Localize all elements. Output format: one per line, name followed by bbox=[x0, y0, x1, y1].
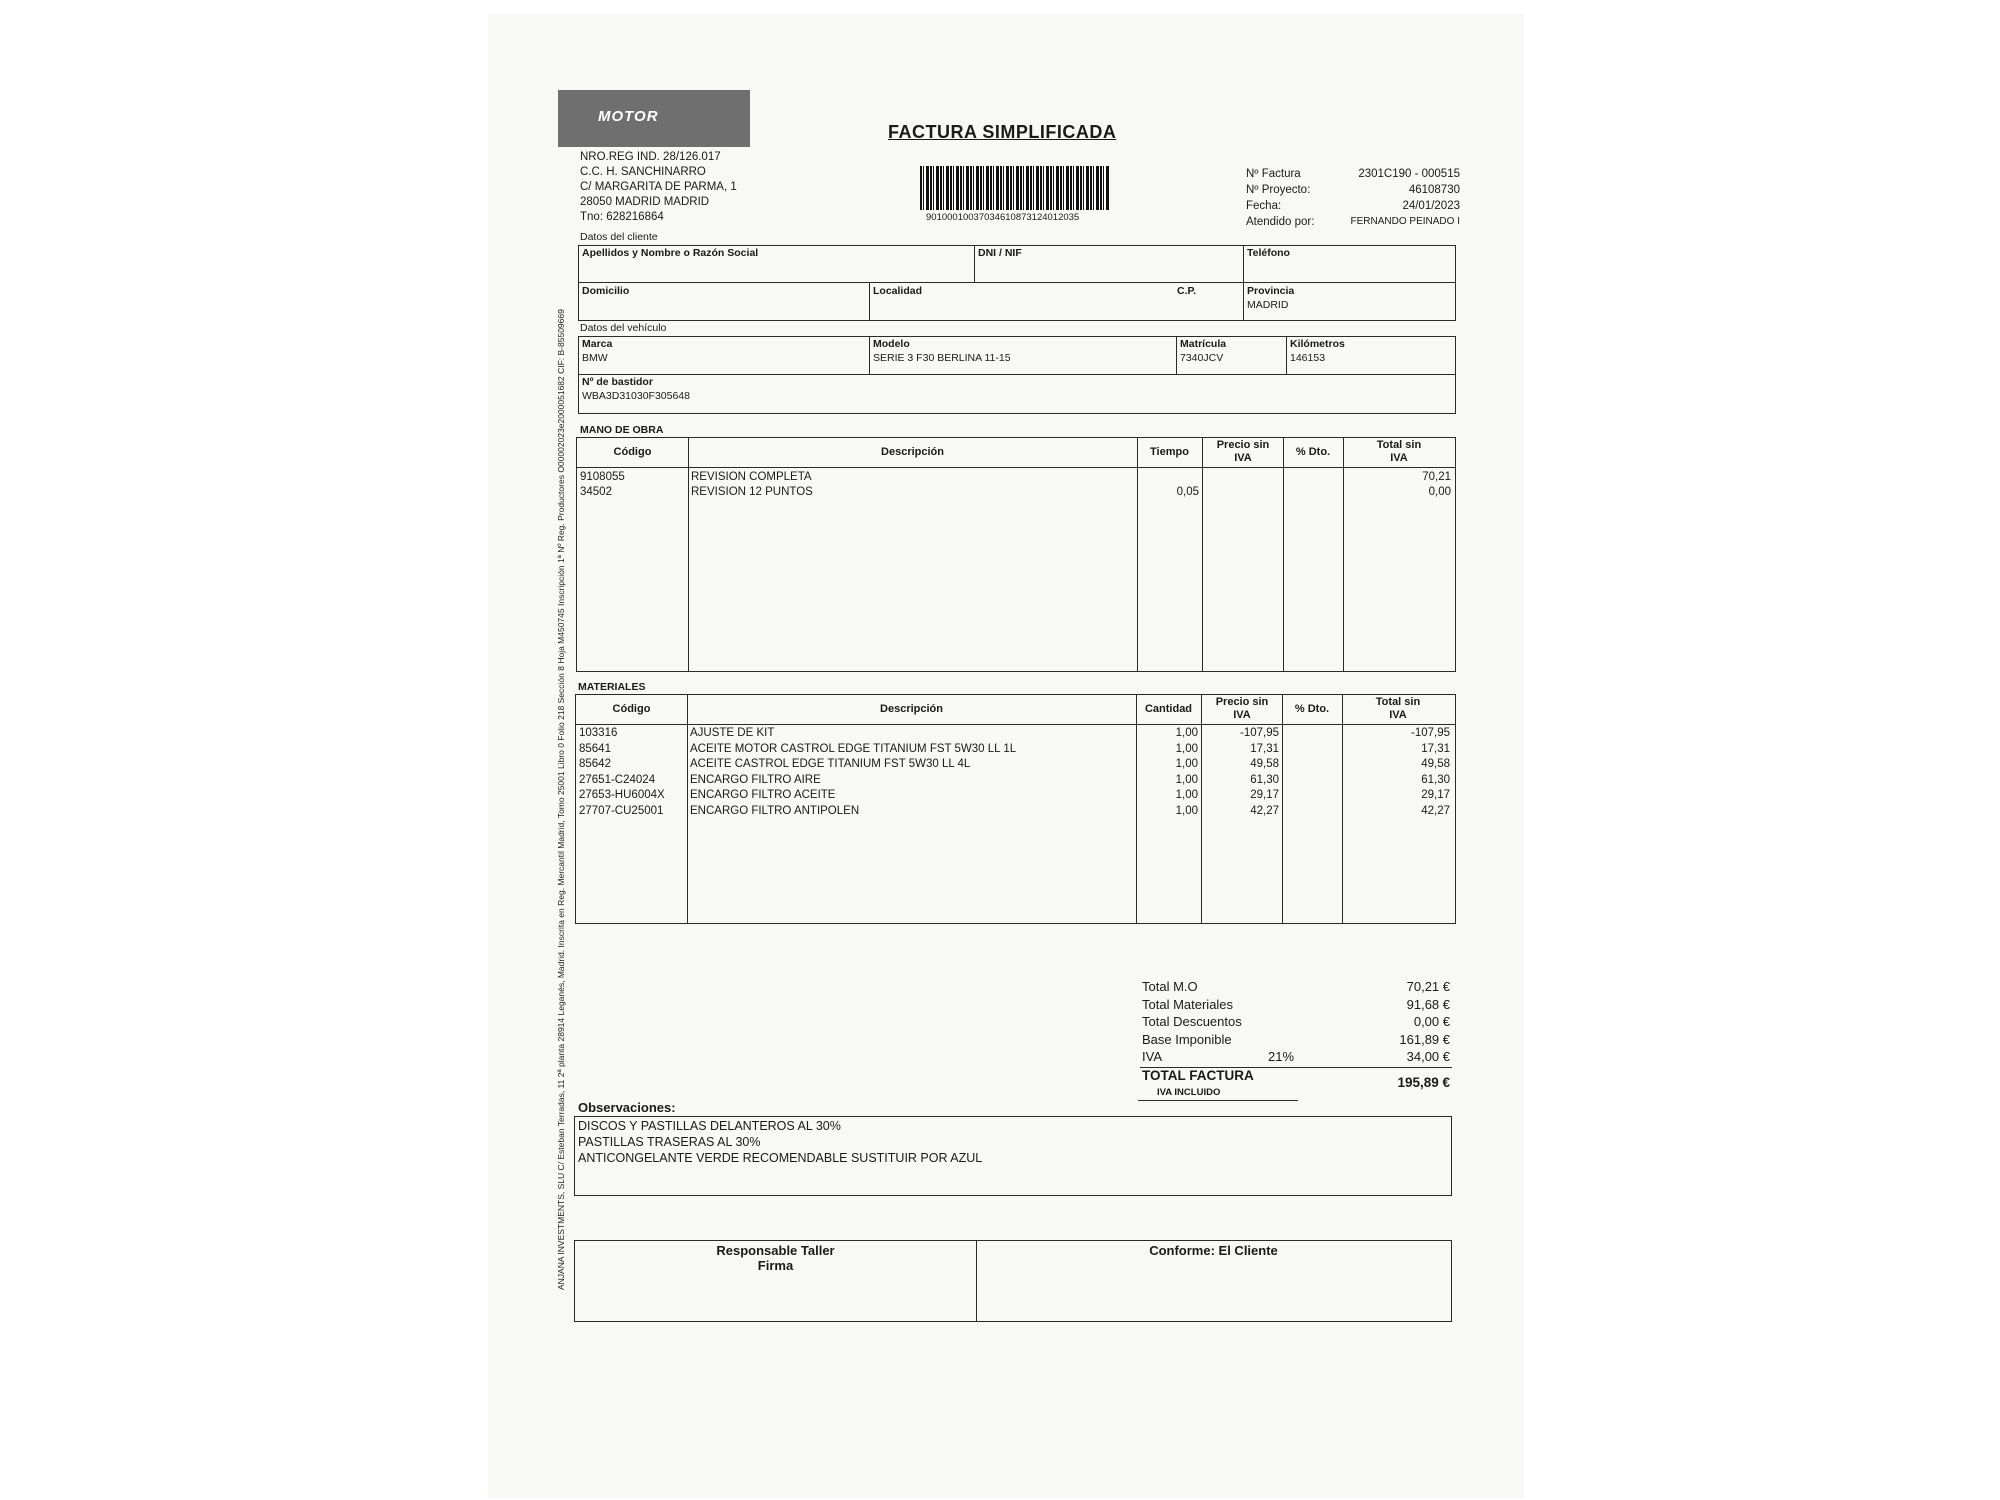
client-address-label: Domicilio bbox=[582, 285, 630, 297]
client-box bbox=[578, 245, 1456, 321]
material-row-code: 27653-HU6004X bbox=[579, 789, 665, 801]
vehicle-vin-value: WBA3D31030F305648 bbox=[582, 390, 690, 402]
material-row-qty: 1,00 bbox=[1175, 773, 1198, 786]
material-row-total: -107,95 bbox=[1410, 727, 1450, 739]
material-row-total: 49,58 bbox=[1421, 758, 1450, 770]
material-row-code: 27651-C24024 bbox=[579, 773, 656, 786]
iva-rate: 21% bbox=[1268, 1049, 1295, 1064]
client-section-label: Datos del cliente bbox=[580, 231, 658, 243]
labor-row-code: 9108055 bbox=[580, 471, 625, 483]
vehicle-brand-value: BMW bbox=[582, 352, 608, 364]
labor-row-total: 70,21 bbox=[1422, 471, 1451, 483]
company-legal-vertical-text: ANJANA INVESTMENTS, SLU C/ Esteban Terradas, 11 2ª planta 28914 Leganés, Madrid. Inscrita en Reg. Mercantil Madrid, Tomo 25001 Libro 0 Folio 218 Sección 8 Hoja M450745 Inscripción 1ª Nº Reg. Productores O00002023e2000051682 CIF: B-85509669 bbox=[556, 309, 566, 1290]
vehicle-vin-label: Nº de bastidor bbox=[582, 376, 653, 388]
labor-row-total: 0,00 bbox=[1428, 486, 1451, 498]
observations-label: Observaciones: bbox=[578, 1100, 676, 1115]
fecha-label: Fecha: bbox=[1246, 200, 1282, 212]
company-city: 28050 MADRID MADRID bbox=[580, 196, 710, 208]
company-reg: NRO.REG IND. 28/126.017 bbox=[580, 151, 721, 163]
client-city-label: Localidad bbox=[873, 285, 923, 297]
logo-text: MOTOR bbox=[598, 108, 659, 125]
vehicle-km-label: Kilómetros bbox=[1290, 338, 1345, 350]
material-row-price: 17,31 bbox=[1250, 742, 1279, 755]
material-row-qty: 1,00 bbox=[1175, 789, 1198, 801]
base-imponible-label: Base Imponible bbox=[1142, 1031, 1232, 1047]
client-signature: Conforme: El Cliente bbox=[1149, 1243, 1278, 1258]
materials-table bbox=[575, 694, 1456, 924]
client-cp-label: C.P. bbox=[1177, 285, 1197, 297]
company-info bbox=[580, 150, 737, 225]
material-row-price: 49,58 bbox=[1250, 758, 1279, 770]
materials-header-dto: % Dto. bbox=[1294, 703, 1330, 715]
material-row-qty: 1,00 bbox=[1175, 742, 1198, 755]
materials-header-code: Código bbox=[612, 703, 651, 715]
fecha-value: 24/01/2023 bbox=[1402, 200, 1460, 212]
material-row-price: 42,27 bbox=[1250, 804, 1279, 817]
total-underline bbox=[1138, 1100, 1298, 1101]
material-row-price: 61,30 bbox=[1250, 773, 1279, 786]
totals-values bbox=[1320, 978, 1450, 1066]
material-row-qty: 1,00 bbox=[1175, 758, 1198, 770]
base-imponible-value: 161,89 € bbox=[1399, 1031, 1450, 1047]
atendido-label: Atendido por: bbox=[1246, 216, 1315, 228]
total-mo-value: 70,21 € bbox=[1406, 979, 1450, 994]
observations-box bbox=[574, 1116, 1452, 1196]
materials-header-price: Precio sin IVA bbox=[1215, 696, 1269, 721]
labor-header-total: Total sin IVA bbox=[1376, 439, 1422, 464]
material-row-desc: ENCARGO FILTRO ACEITE bbox=[690, 789, 836, 801]
invoice-title: FACTURA SIMPLIFICADA bbox=[888, 122, 1117, 142]
material-row-total: 17,31 bbox=[1421, 742, 1450, 755]
client-dni-label: DNI / NIF bbox=[978, 247, 1022, 259]
vehicle-km-value: 146153 bbox=[1290, 352, 1326, 364]
material-row-price: -107,95 bbox=[1239, 727, 1279, 739]
labor-table bbox=[576, 437, 1456, 672]
total-discounts-label: Total Descuentos bbox=[1142, 1014, 1242, 1029]
labor-header-time: Tiempo bbox=[1150, 446, 1189, 458]
vehicle-model-value: SERIE 3 F30 BERLINA 11-15 bbox=[873, 352, 1011, 364]
labor-header-code: Código bbox=[613, 446, 652, 458]
material-row-qty: 1,00 bbox=[1175, 804, 1198, 817]
atendido-value: FERNANDO PEINADO I bbox=[1350, 216, 1460, 227]
proyecto-label: Nº Proyecto: bbox=[1246, 184, 1311, 196]
vehicle-plate-label: Matrícula bbox=[1180, 338, 1227, 350]
signature-box bbox=[574, 1240, 1452, 1322]
company-phone: Tno: 628216864 bbox=[580, 211, 664, 223]
barcode-number: 90100010037034610873124012035 bbox=[926, 212, 1080, 223]
workshop-signature-firma: Firma bbox=[757, 1258, 794, 1273]
total-factura-label: TOTAL FACTURA bbox=[1142, 1068, 1254, 1083]
material-row-total: 29,17 bbox=[1421, 789, 1450, 801]
material-row-desc: ACEITE CASTROL EDGE TITANIUM FST 5W30 LL 4L bbox=[690, 758, 971, 770]
labor-header-desc: Descripción bbox=[881, 446, 944, 458]
observation-line: PASTILLAS TRASERAS AL 30% bbox=[578, 1135, 761, 1149]
invoice-meta-labels bbox=[1246, 166, 1314, 230]
labor-row-desc: REVISION 12 PUNTOS bbox=[691, 486, 813, 498]
iva-label: IVA bbox=[1142, 1049, 1162, 1064]
labor-header-price: Precio sin IVA bbox=[1216, 439, 1270, 464]
labor-section-label: MANO DE OBRA bbox=[580, 424, 664, 436]
vehicle-section-label: Datos del vehículo bbox=[580, 322, 667, 334]
factura-value: 2301C190 - 000515 bbox=[1358, 168, 1460, 180]
material-row-total: 42,27 bbox=[1421, 804, 1450, 817]
labor-header-dto: % Dto. bbox=[1295, 446, 1331, 458]
material-row-desc: AJUSTE DE KIT bbox=[690, 727, 775, 739]
material-row-qty: 1,00 bbox=[1175, 727, 1198, 739]
material-row-code: 103316 bbox=[579, 727, 618, 739]
proyecto-value: 46108730 bbox=[1408, 184, 1460, 196]
company-street: C/ MARGARITA DE PARMA, 1 bbox=[580, 181, 737, 193]
material-row-code: 85642 bbox=[579, 758, 611, 770]
total-mo-label: Total M.O bbox=[1142, 979, 1198, 994]
vehicle-plate-value: 7340JCV bbox=[1180, 352, 1224, 364]
client-phone-label: Teléfono bbox=[1247, 247, 1290, 259]
material-row-desc: ACEITE MOTOR CASTROL EDGE TITANIUM FST 5W30 LL 1L bbox=[690, 742, 1017, 755]
material-row-desc: ENCARGO FILTRO AIRE bbox=[690, 773, 821, 786]
labor-row-code: 34502 bbox=[580, 486, 612, 498]
invoice-meta-values bbox=[1330, 166, 1460, 230]
iva-incluido-label: IVA INCLUIDO bbox=[1157, 1087, 1221, 1098]
total-factura-value: 195,89 € bbox=[1397, 1075, 1450, 1090]
material-row-total: 61,30 bbox=[1421, 773, 1450, 786]
vehicle-model-label: Modelo bbox=[873, 338, 910, 350]
total-discounts-value: 0,00 € bbox=[1413, 1014, 1450, 1029]
material-row-desc: ENCARGO FILTRO ANTIPOLEN bbox=[690, 804, 860, 817]
vehicle-box bbox=[578, 336, 1456, 414]
materials-header-total: Total sin IVA bbox=[1375, 696, 1421, 721]
client-province-value: MADRID bbox=[1247, 299, 1289, 311]
labor-row-desc: REVISION COMPLETA bbox=[691, 471, 812, 483]
workshop-signature-title: Responsable Taller bbox=[716, 1243, 835, 1258]
totals-labels bbox=[1142, 978, 1242, 1066]
material-row-code: 27707-CU25001 bbox=[579, 804, 664, 817]
iva-value: 34,00 € bbox=[1406, 1049, 1450, 1064]
materials-section-label: MATERIALES bbox=[578, 681, 646, 693]
workshop-signature bbox=[575, 1243, 976, 1273]
material-row-code: 85641 bbox=[579, 742, 611, 755]
labor-row-time: 0,05 bbox=[1176, 486, 1199, 498]
company-center: C.C. H. SANCHINARRO bbox=[580, 166, 706, 178]
barcode-graphic bbox=[920, 166, 1110, 210]
materials-header-desc: Descripción bbox=[880, 703, 943, 715]
factura-label: Nº Factura bbox=[1246, 168, 1301, 180]
observation-line: ANTICONGELANTE VERDE RECOMENDABLE SUSTITUIR POR AZUL bbox=[578, 1151, 983, 1165]
observation-line: DISCOS Y PASTILLAS DELANTEROS AL 30% bbox=[578, 1119, 841, 1133]
client-name-label: Apellidos y Nombre o Razón Social bbox=[582, 247, 759, 259]
material-row-price: 29,17 bbox=[1250, 789, 1279, 801]
motor-logo bbox=[558, 90, 750, 147]
total-materials-label: Total Materiales bbox=[1142, 996, 1234, 1012]
vehicle-brand-label: Marca bbox=[582, 338, 613, 350]
total-materials-value: 91,68 € bbox=[1406, 996, 1450, 1012]
materials-header-qty: Cantidad bbox=[1144, 703, 1193, 715]
client-province-label: Provincia bbox=[1247, 285, 1295, 297]
